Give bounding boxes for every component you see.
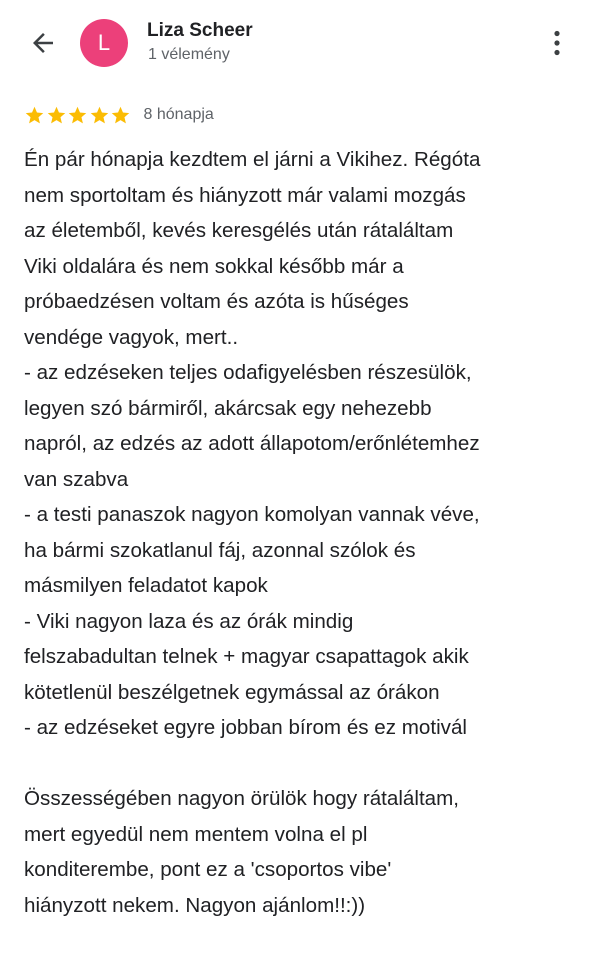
star-rating [24,105,132,126]
rating-row [24,104,214,126]
star-icon [46,105,67,126]
arrow-back-icon [28,28,58,58]
star-icon [89,105,110,126]
more-vert-icon [553,30,561,56]
review-header [0,0,600,90]
star-icon [67,105,88,126]
avatar[interactable] [80,19,128,67]
review-text: Én pár hónapja kezdtem el járni a Vikihez. Régóta nem sportoltam és hiányzott már valami mozgás az életemből, kevés keresgélés után rátaláltam Viki oldalára és nem sokkal később már a próbaedzésen voltam és azóta is hűséges vendége vagyok, mert.. - az edzéseken teljes odafigyelésben részesülök, legyen szó bármiről, akárcsak egy nehezebb napról, az edzés az adott állapotom/erőnlétemhez van szabva - a testi panaszok nagyon komolyan vannak véve, ha bármi szokatlanul fáj, azonnal szólok és másmilyen feladatot kapok - Viki nagyon laza és az órák mindig felszabadultan telnek + magyar csapattagok akik kötetlenül beszélgetnek egymással az órákon - az edzéseket egyre jobban bírom és ez motivál Összességében nagyon örülök hogy rátaláltam, mert egyedül nem mentem volna el pl konditerembe, pont ez a 'csoportos vibe' hiányzott nekem. Nagyon ajánlom!!:)) [24,148,481,917]
back-button[interactable] [26,26,60,60]
user-review-count: 1 vélemény [148,46,230,63]
review-time: 8 hónapja [143,106,214,123]
star-icon [110,105,131,126]
user-name[interactable]: Liza Scheer [147,20,253,41]
more-options-button[interactable] [540,24,574,62]
star-icon [24,105,45,126]
avatar-letter: L [97,30,111,55]
